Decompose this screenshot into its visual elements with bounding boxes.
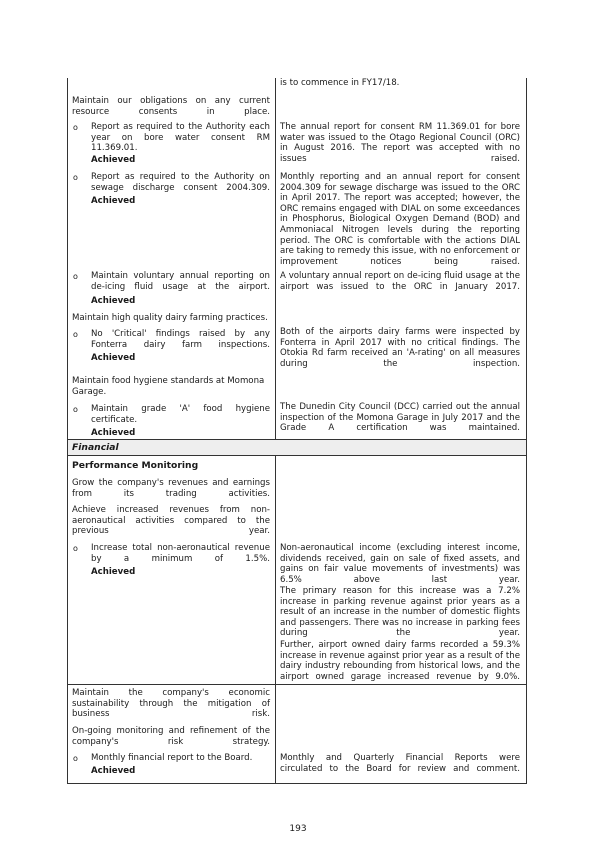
financial-heading: Financial [72, 442, 119, 453]
grow-heading: Grow the company's revenues and earnings from its trading activities. [72, 478, 270, 499]
revenue-status: Achieved [91, 567, 136, 577]
food-status: Achieved [91, 428, 136, 438]
dairy-result: Both of the airports dairy farms were inspected by Fonterra in April 2017 with no critical findings. The Otokia Rd farm received an 'A-rating' on all measures during the inspection. [280, 327, 520, 369]
row-divider [67, 684, 527, 685]
sewage-result: Monthly reporting and an annual report for consent 2004.309 for sewage discharge was issued to the ORC in April 2017. The report was accepted; however, the ORC remains engaged with DIAL on some exceedances in Phosphorus, Biological Oxygen Demand (BOD) and Ammoniacal Nitrogen levels during the reporting period. The ORC is comfortable with the actions DIAL are taking to remedy this issue, with no enforcement or improvement notices being raised. [280, 172, 520, 267]
food-item: Maintain grade 'A' food hygiene certificate. [91, 404, 270, 425]
bore-item: Report as required to the Authority each year on bore water consent RM 11.369.01. [91, 122, 270, 154]
revenue-result-1: Non-aeronautical income (excluding interest income, dividends received, gain on sale of fixed assets, and gains on fair value movements of investments) was 6.5% above last year. [280, 543, 520, 585]
bore-status: Achieved [91, 155, 136, 165]
board-item: Monthly financial report to the Board. [91, 753, 253, 763]
top-right-text: is to commence in FY17/18. [280, 78, 400, 88]
bullet-icon: o [73, 754, 78, 763]
bullet-icon: o [73, 544, 78, 553]
table-right-border [526, 78, 527, 783]
risk-heading: On-going monitoring and refinement of the company's risk strategy. [72, 726, 270, 747]
sewage-status: Achieved [91, 196, 136, 206]
bullet-icon: o [73, 123, 78, 132]
sustain-heading: Maintain the company's economic sustainability through the mitigation of business risk. [72, 688, 270, 720]
row-divider [67, 455, 527, 456]
dairy-heading: Maintain high quality dairy farming practices. [72, 313, 268, 323]
performance-heading: Performance Monitoring [72, 460, 199, 471]
sewage-item: Report as required to the Authority on sewage discharge consent 2004.309. [91, 172, 270, 193]
board-result: Monthly and Quarterly Financial Reports were circulated to the Board for review and comment. [280, 753, 520, 774]
dairy-status: Achieved [91, 353, 136, 363]
page-number: 193 [289, 824, 307, 834]
board-status: Achieved [91, 766, 136, 776]
food-result: The Dunedin City Council (DCC) carried out the annual inspection of the Momona Garage in July 2017 and the Grade A certification was maintained. [280, 402, 520, 434]
consents-heading: Maintain our obligations on any current resource consents in place. [72, 96, 270, 117]
bullet-icon: o [73, 405, 78, 414]
revenue-result-3: Further, airport owned dairy farms recorded a 59.3% increase in revenue against prior year as a result of the dairy industry rebounding from historical lows, and the airport owned garage increased revenue by 9.0%. [280, 640, 520, 682]
bullet-icon: o [73, 330, 78, 339]
table-left-border [67, 78, 68, 783]
table-bottom-border [67, 783, 527, 784]
bore-result: The annual report for consent RM 11.369.01 for bore water was issued to the Otago Regional Council (ORC) in August 2016. The report was accepted with no issues raised. [280, 122, 520, 164]
table-middle-border [275, 78, 276, 783]
bullet-icon: o [73, 272, 78, 281]
food-heading: Maintain food hygiene standards at Momona Garage. [72, 376, 265, 397]
bullet-icon: o [73, 173, 78, 182]
deicing-result: A voluntary annual report on de-icing fluid usage at the airport was issued to the ORC in January 2017. [280, 271, 520, 292]
deicing-status: Achieved [91, 296, 136, 306]
revenue-result-2: The primary reason for this increase was a 7.2% increase in parking revenue against prior years as a result of an increase in the number of domestic flights and passengers. There was no increase in parking fees during the year. [280, 586, 520, 639]
deicing-item: Maintain voluntary annual reporting on de-icing fluid usage at the airport. [91, 271, 270, 292]
revenue-item: Increase total non-aeronautical revenue by a minimum of 1.5%. [91, 543, 270, 564]
achieve-heading: Achieve increased revenues from non-aeronautical activities compared to the previous year. [72, 505, 270, 537]
dairy-item: No 'Critical' findings raised by any Fonterra dairy farm inspections. [91, 329, 270, 350]
financial-shade [68, 440, 526, 455]
